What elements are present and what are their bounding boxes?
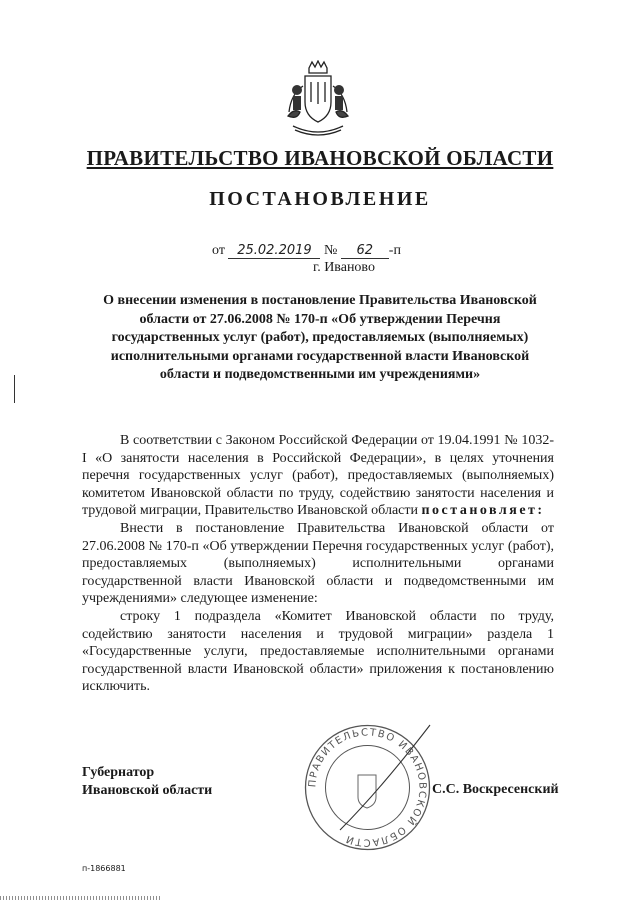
number-suffix: -п: [388, 243, 401, 258]
signer-position: [82, 764, 212, 800]
seal-text: ПРАВИТЕЛЬСТВО ИВАНОВСКОЙ ОБЛАСТИ: [307, 727, 428, 848]
signer-name: С.С. Воскресенский: [432, 782, 559, 797]
resolution-verb: постановляет:: [421, 503, 545, 519]
signer-position-line-1: Губернатор: [82, 765, 155, 780]
document-type-heading: ПОСТАНОВЛЕНИЕ: [209, 188, 431, 210]
scan-edge-strip: [0, 896, 160, 900]
document-registration-number: п-1866881: [82, 864, 126, 873]
date-number-line: [212, 243, 401, 259]
body-paragraph-3: строку 1 подраздела «Комитет Ивановской области по труду, содействию занятости населения и трудовой миграции» раздела 1 «Государственные услуги, предоставляемые исполнительными органами государственной власти Ивановской области» приложения к постановлению исключить.: [82, 608, 554, 695]
signer-position-line-2: Ивановской области: [82, 783, 213, 798]
body-paragraph-1: [82, 432, 554, 520]
date-prefix: от: [212, 243, 225, 258]
city-name: г. Иваново: [313, 260, 375, 275]
organization-title: ПРАВИТЕЛЬСТВО ИВАНОВСКОЙ ОБЛАСТИ: [86, 146, 554, 170]
number-sign: №: [323, 243, 338, 258]
document-body: [82, 432, 554, 696]
body-paragraph-1-text: В соответствии с Законом Российской Федерации от 19.04.1991 № 1032-I «О занятости населения в Российской Федерации», в целях уточнения перечня государственных услуг (работ), предоставляемых (выполняемых) комитетом Ивановской области по труду, содействию занятости населения и трудовой миграции, Правительство Ивановской области: [82, 433, 554, 519]
margin-mark: [14, 375, 15, 403]
date-value: 25.02.2019: [228, 243, 320, 259]
coat-of-arms-emblem: [285, 60, 351, 138]
document-subject: О внесении изменения в постановление Правительства Ивановской области от 27.06.2008 № 170-п «Об утверждении Перечня государственных услуг (работ), предоставляемых (выполняемых) исполнительными органами государственной власти Ивановской области и подведомственными им учреждениями»: [103, 293, 537, 382]
number-value: 62: [341, 243, 389, 259]
official-seal-stamp: [300, 720, 435, 855]
body-paragraph-2: Внести в постановление Правительства Ивановской области от 27.06.2008 № 170-п «Об утверждении Перечня государственных услуг (работ), предоставляемых (выполняемых) исполнительными органами государственной власти Ивановской области и подведомственными им учреждениями» следующее изменение:: [82, 520, 554, 607]
